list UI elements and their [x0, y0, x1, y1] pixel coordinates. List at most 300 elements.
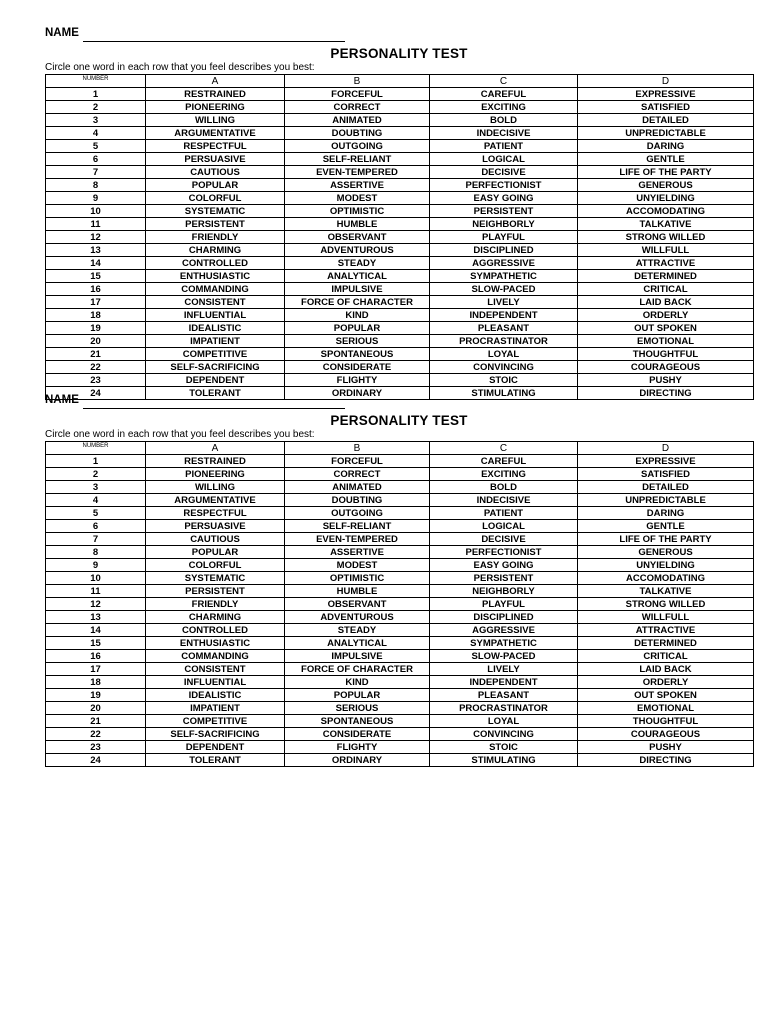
- word-b[interactable]: MODEST: [285, 192, 430, 205]
- row-number: 23: [46, 741, 146, 754]
- word-d[interactable]: LAID BACK: [578, 296, 754, 309]
- table-row: [46, 702, 754, 715]
- word-c[interactable]: LIVELY: [430, 296, 578, 309]
- word-a[interactable]: TOLERANT: [146, 387, 285, 400]
- word-d[interactable]: UNYIELDING: [578, 559, 754, 572]
- word-a[interactable]: RESTRAINED: [146, 88, 285, 101]
- word-c[interactable]: DECISIVE: [430, 166, 578, 179]
- word-c[interactable]: BOLD: [430, 481, 578, 494]
- word-b[interactable]: SELF-RELIANT: [285, 153, 430, 166]
- word-b[interactable]: ANALYTICAL: [285, 637, 430, 650]
- word-c[interactable]: PERSISTENT: [430, 205, 578, 218]
- name-blank[interactable]: [83, 32, 345, 42]
- personality-table: [45, 74, 754, 400]
- word-b[interactable]: CORRECT: [285, 468, 430, 481]
- row-number: 9: [46, 192, 146, 205]
- row-number: 5: [46, 507, 146, 520]
- word-c[interactable]: STIMULATING: [430, 387, 578, 400]
- word-c[interactable]: EASY GOING: [430, 192, 578, 205]
- word-a[interactable]: PERSISTENT: [146, 585, 285, 598]
- word-c[interactable]: STOIC: [430, 374, 578, 387]
- table-row: [46, 624, 754, 637]
- word-a[interactable]: IMPATIENT: [146, 702, 285, 715]
- word-d[interactable]: EMOTIONAL: [578, 335, 754, 348]
- word-a[interactable]: RESPECTFUL: [146, 507, 285, 520]
- word-a[interactable]: DEPENDENT: [146, 374, 285, 387]
- word-d[interactable]: DETERMINED: [578, 270, 754, 283]
- word-a[interactable]: SYSTEMATIC: [146, 572, 285, 585]
- row-number: 17: [46, 663, 146, 676]
- word-c[interactable]: PLEASANT: [430, 322, 578, 335]
- table-row: [46, 283, 754, 296]
- row-number: 8: [46, 179, 146, 192]
- word-c[interactable]: PERFECTIONIST: [430, 546, 578, 559]
- word-b[interactable]: DOUBTING: [285, 494, 430, 507]
- word-b[interactable]: OUTGOING: [285, 507, 430, 520]
- table-row: [46, 153, 754, 166]
- table-row: [46, 533, 754, 546]
- word-c[interactable]: LOYAL: [430, 348, 578, 361]
- row-number: 9: [46, 559, 146, 572]
- word-c[interactable]: INDEPENDENT: [430, 676, 578, 689]
- row-number: 12: [46, 598, 146, 611]
- word-d[interactable]: EMOTIONAL: [578, 702, 754, 715]
- word-b[interactable]: ASSERTIVE: [285, 546, 430, 559]
- name-line: [45, 391, 753, 409]
- word-d[interactable]: TALKATIVE: [578, 218, 754, 231]
- table-row: [46, 676, 754, 689]
- word-a[interactable]: ARGUMENTATIVE: [146, 494, 285, 507]
- word-b[interactable]: CORRECT: [285, 101, 430, 114]
- word-a[interactable]: WILLING: [146, 481, 285, 494]
- word-d[interactable]: COURAGEOUS: [578, 361, 754, 374]
- word-a[interactable]: PIONEERING: [146, 101, 285, 114]
- word-d[interactable]: WILLFULL: [578, 244, 754, 257]
- row-number: 24: [46, 387, 146, 400]
- word-d[interactable]: GENEROUS: [578, 179, 754, 192]
- word-d[interactable]: ATTRACTIVE: [578, 257, 754, 270]
- word-b[interactable]: ORDINARY: [285, 387, 430, 400]
- word-d[interactable]: OUT SPOKEN: [578, 689, 754, 702]
- word-c[interactable]: STIMULATING: [430, 754, 578, 767]
- word-c[interactable]: INDECISIVE: [430, 494, 578, 507]
- word-a[interactable]: CHARMING: [146, 611, 285, 624]
- table-row: [46, 754, 754, 767]
- word-c[interactable]: BOLD: [430, 114, 578, 127]
- row-number: 18: [46, 309, 146, 322]
- word-d[interactable]: WILLFULL: [578, 611, 754, 624]
- table-row: [46, 572, 754, 585]
- row-number: 3: [46, 481, 146, 494]
- table-row: [46, 218, 754, 231]
- table-row: [46, 348, 754, 361]
- word-a[interactable]: ARGUMENTATIVE: [146, 127, 285, 140]
- row-number: 4: [46, 127, 146, 140]
- row-number: 19: [46, 322, 146, 335]
- word-a[interactable]: RESTRAINED: [146, 455, 285, 468]
- table-row: [46, 611, 754, 624]
- word-c[interactable]: CAREFUL: [430, 455, 578, 468]
- word-b[interactable]: FLIGHTY: [285, 374, 430, 387]
- row-number: 19: [46, 689, 146, 702]
- word-a[interactable]: SELF-SACRIFICING: [146, 728, 285, 741]
- word-a[interactable]: COLORFUL: [146, 192, 285, 205]
- table-row: [46, 468, 754, 481]
- word-b[interactable]: FLIGHTY: [285, 741, 430, 754]
- word-c[interactable]: EXCITING: [430, 468, 578, 481]
- row-number: 17: [46, 296, 146, 309]
- column-header-b: B: [285, 75, 430, 88]
- row-number: 13: [46, 611, 146, 624]
- word-a[interactable]: CONTROLLED: [146, 257, 285, 270]
- word-d[interactable]: LIFE OF THE PARTY: [578, 166, 754, 179]
- word-d[interactable]: ACCOMODATING: [578, 572, 754, 585]
- word-c[interactable]: NEIGHBORLY: [430, 585, 578, 598]
- word-d[interactable]: ATTRACTIVE: [578, 624, 754, 637]
- word-d[interactable]: DARING: [578, 507, 754, 520]
- word-b[interactable]: ANALYTICAL: [285, 270, 430, 283]
- row-number: 11: [46, 218, 146, 231]
- table-row: [46, 650, 754, 663]
- table-body: [46, 455, 754, 767]
- column-header-b: B: [285, 442, 430, 455]
- word-c[interactable]: DECISIVE: [430, 533, 578, 546]
- column-header-d: D: [578, 442, 754, 455]
- word-b[interactable]: SELF-RELIANT: [285, 520, 430, 533]
- word-b[interactable]: CONSIDERATE: [285, 728, 430, 741]
- word-d[interactable]: UNYIELDING: [578, 192, 754, 205]
- column-header-c: C: [430, 75, 578, 88]
- instructions: Circle one word in each row that you feel describes you best:: [45, 62, 315, 73]
- page-title: PERSONALITY TEST: [330, 46, 468, 61]
- word-c[interactable]: PERSISTENT: [430, 572, 578, 585]
- table-row: [46, 205, 754, 218]
- word-a[interactable]: CONTROLLED: [146, 624, 285, 637]
- table-row: [46, 741, 754, 754]
- word-c[interactable]: SYMPATHETIC: [430, 637, 578, 650]
- word-d[interactable]: COURAGEOUS: [578, 728, 754, 741]
- word-a[interactable]: WILLING: [146, 114, 285, 127]
- word-c[interactable]: DISCIPLINED: [430, 244, 578, 257]
- test-form-1: [45, 24, 753, 400]
- word-a[interactable]: PERSUASIVE: [146, 153, 285, 166]
- table-row: [46, 455, 754, 468]
- word-d[interactable]: OUT SPOKEN: [578, 322, 754, 335]
- word-d[interactable]: CRITICAL: [578, 650, 754, 663]
- table-row: [46, 374, 754, 387]
- name-label: NAME: [45, 394, 79, 406]
- word-b[interactable]: FORCEFUL: [285, 88, 430, 101]
- row-number: 3: [46, 114, 146, 127]
- row-number: 15: [46, 270, 146, 283]
- row-number: 24: [46, 754, 146, 767]
- word-d[interactable]: STRONG WILLED: [578, 231, 754, 244]
- table-row: [46, 244, 754, 257]
- word-a[interactable]: SELF-SACRIFICING: [146, 361, 285, 374]
- table-row: [46, 166, 754, 179]
- row-number: 14: [46, 257, 146, 270]
- word-b[interactable]: ORDINARY: [285, 754, 430, 767]
- table-row: [46, 309, 754, 322]
- column-header-number: NUMBER: [46, 442, 146, 455]
- word-a[interactable]: CAUTIOUS: [146, 166, 285, 179]
- word-c[interactable]: LOGICAL: [430, 520, 578, 533]
- word-b[interactable]: POPULAR: [285, 322, 430, 335]
- word-b[interactable]: SERIOUS: [285, 335, 430, 348]
- word-c[interactable]: CONVINCING: [430, 728, 578, 741]
- table-row: [46, 114, 754, 127]
- row-number: 7: [46, 166, 146, 179]
- name-label: NAME: [45, 27, 79, 39]
- word-c[interactable]: EASY GOING: [430, 559, 578, 572]
- word-c[interactable]: LOYAL: [430, 715, 578, 728]
- table-body: [46, 88, 754, 400]
- row-number: 6: [46, 153, 146, 166]
- word-a[interactable]: CONSISTENT: [146, 296, 285, 309]
- word-b[interactable]: STEADY: [285, 624, 430, 637]
- word-a[interactable]: PIONEERING: [146, 468, 285, 481]
- word-c[interactable]: PERFECTIONIST: [430, 179, 578, 192]
- row-number: 21: [46, 715, 146, 728]
- word-b[interactable]: SPONTANEOUS: [285, 348, 430, 361]
- row-number: 4: [46, 494, 146, 507]
- word-c[interactable]: INDEPENDENT: [430, 309, 578, 322]
- word-d[interactable]: GENTLE: [578, 153, 754, 166]
- word-c[interactable]: PLAYFUL: [430, 598, 578, 611]
- word-d[interactable]: PUSHY: [578, 741, 754, 754]
- word-a[interactable]: PERSISTENT: [146, 218, 285, 231]
- word-b[interactable]: IMPULSIVE: [285, 650, 430, 663]
- word-a[interactable]: COMPETITIVE: [146, 348, 285, 361]
- word-d[interactable]: EXPRESSIVE: [578, 455, 754, 468]
- word-d[interactable]: ORDERLY: [578, 309, 754, 322]
- word-d[interactable]: DETERMINED: [578, 637, 754, 650]
- table-row: [46, 270, 754, 283]
- word-b[interactable]: KIND: [285, 676, 430, 689]
- word-c[interactable]: SYMPATHETIC: [430, 270, 578, 283]
- word-a[interactable]: CAUTIOUS: [146, 533, 285, 546]
- word-b[interactable]: FORCEFUL: [285, 455, 430, 468]
- word-c[interactable]: INDECISIVE: [430, 127, 578, 140]
- instructions: Circle one word in each row that you feel describes you best:: [45, 429, 315, 440]
- word-d[interactable]: TALKATIVE: [578, 585, 754, 598]
- word-d[interactable]: GENEROUS: [578, 546, 754, 559]
- table-row: [46, 361, 754, 374]
- word-d[interactable]: DIRECTING: [578, 387, 754, 400]
- row-number: 11: [46, 585, 146, 598]
- word-a[interactable]: INFLUENTIAL: [146, 309, 285, 322]
- row-number: 21: [46, 348, 146, 361]
- word-d[interactable]: UNPREDICTABLE: [578, 494, 754, 507]
- table-row: [46, 663, 754, 676]
- word-d[interactable]: UNPREDICTABLE: [578, 127, 754, 140]
- word-c[interactable]: NEIGHBORLY: [430, 218, 578, 231]
- word-b[interactable]: EVEN-TEMPERED: [285, 533, 430, 546]
- word-c[interactable]: SLOW-PACED: [430, 650, 578, 663]
- word-a[interactable]: DEPENDENT: [146, 741, 285, 754]
- word-a[interactable]: POPULAR: [146, 179, 285, 192]
- word-a[interactable]: INFLUENTIAL: [146, 676, 285, 689]
- word-a[interactable]: FRIENDLY: [146, 231, 285, 244]
- row-number: 1: [46, 88, 146, 101]
- word-d[interactable]: LIFE OF THE PARTY: [578, 533, 754, 546]
- word-a[interactable]: TOLERANT: [146, 754, 285, 767]
- word-a[interactable]: PERSUASIVE: [146, 520, 285, 533]
- word-d[interactable]: SATISFIED: [578, 101, 754, 114]
- table-row: [46, 494, 754, 507]
- word-d[interactable]: EXPRESSIVE: [578, 88, 754, 101]
- column-header-a: A: [146, 442, 285, 455]
- row-number: 10: [46, 572, 146, 585]
- word-c[interactable]: LIVELY: [430, 663, 578, 676]
- column-header-number: NUMBER: [46, 75, 146, 88]
- word-b[interactable]: CONSIDERATE: [285, 361, 430, 374]
- word-b[interactable]: STEADY: [285, 257, 430, 270]
- word-b[interactable]: ANIMATED: [285, 481, 430, 494]
- word-b[interactable]: OBSERVANT: [285, 598, 430, 611]
- row-number: 7: [46, 533, 146, 546]
- word-b[interactable]: SERIOUS: [285, 702, 430, 715]
- word-a[interactable]: CONSISTENT: [146, 663, 285, 676]
- word-a[interactable]: FRIENDLY: [146, 598, 285, 611]
- test-form-2: [45, 391, 753, 767]
- word-d[interactable]: LAID BACK: [578, 663, 754, 676]
- table-row: [46, 322, 754, 335]
- word-b[interactable]: OUTGOING: [285, 140, 430, 153]
- word-b[interactable]: OBSERVANT: [285, 231, 430, 244]
- word-b[interactable]: MODEST: [285, 559, 430, 572]
- word-a[interactable]: IMPATIENT: [146, 335, 285, 348]
- row-number: 20: [46, 702, 146, 715]
- word-b[interactable]: ANIMATED: [285, 114, 430, 127]
- word-a[interactable]: IDEALISTIC: [146, 689, 285, 702]
- word-c[interactable]: DISCIPLINED: [430, 611, 578, 624]
- word-d[interactable]: THOUGHTFUL: [578, 348, 754, 361]
- word-b[interactable]: DOUBTING: [285, 127, 430, 140]
- row-number: 2: [46, 468, 146, 481]
- row-number: 22: [46, 728, 146, 741]
- table-row: [46, 296, 754, 309]
- table-row: [46, 520, 754, 533]
- word-d[interactable]: ACCOMODATING: [578, 205, 754, 218]
- row-number: 14: [46, 624, 146, 637]
- word-c[interactable]: PATIENT: [430, 507, 578, 520]
- row-number: 15: [46, 637, 146, 650]
- word-b[interactable]: IMPULSIVE: [285, 283, 430, 296]
- word-b[interactable]: OPTIMISTIC: [285, 572, 430, 585]
- word-c[interactable]: LOGICAL: [430, 153, 578, 166]
- word-c[interactable]: PATIENT: [430, 140, 578, 153]
- word-d[interactable]: DETAILED: [578, 114, 754, 127]
- word-b[interactable]: OPTIMISTIC: [285, 205, 430, 218]
- word-a[interactable]: COLORFUL: [146, 559, 285, 572]
- row-number: 16: [46, 650, 146, 663]
- row-number: 5: [46, 140, 146, 153]
- personality-table: [45, 441, 754, 767]
- word-b[interactable]: FORCE OF CHARACTER: [285, 663, 430, 676]
- column-header-d: D: [578, 75, 754, 88]
- name-line: [45, 24, 753, 42]
- table-row: [46, 257, 754, 270]
- word-d[interactable]: THOUGHTFUL: [578, 715, 754, 728]
- word-c[interactable]: PLAYFUL: [430, 231, 578, 244]
- word-b[interactable]: HUMBLE: [285, 585, 430, 598]
- word-b[interactable]: ADVENTUROUS: [285, 244, 430, 257]
- table-row: [46, 689, 754, 702]
- word-b[interactable]: ADVENTUROUS: [285, 611, 430, 624]
- word-d[interactable]: PUSHY: [578, 374, 754, 387]
- table-row: [46, 481, 754, 494]
- word-b[interactable]: POPULAR: [285, 689, 430, 702]
- table-row: [46, 140, 754, 153]
- table-header-row: [46, 442, 754, 455]
- column-header-c: C: [430, 442, 578, 455]
- row-number: 8: [46, 546, 146, 559]
- word-c[interactable]: CONVINCING: [430, 361, 578, 374]
- word-d[interactable]: DARING: [578, 140, 754, 153]
- word-d[interactable]: ORDERLY: [578, 676, 754, 689]
- row-number: 16: [46, 283, 146, 296]
- word-b[interactable]: HUMBLE: [285, 218, 430, 231]
- word-c[interactable]: PROCRASTINATOR: [430, 702, 578, 715]
- word-c[interactable]: CAREFUL: [430, 88, 578, 101]
- row-number: 1: [46, 455, 146, 468]
- word-a[interactable]: POPULAR: [146, 546, 285, 559]
- word-a[interactable]: CHARMING: [146, 244, 285, 257]
- word-a[interactable]: ENTHUSIASTIC: [146, 637, 285, 650]
- word-a[interactable]: IDEALISTIC: [146, 322, 285, 335]
- row-number: 10: [46, 205, 146, 218]
- table-header-row: [46, 75, 754, 88]
- table-row: [46, 88, 754, 101]
- table-row: [46, 728, 754, 741]
- word-c[interactable]: AGGRESSIVE: [430, 624, 578, 637]
- word-d[interactable]: CRITICAL: [578, 283, 754, 296]
- word-c[interactable]: PROCRASTINATOR: [430, 335, 578, 348]
- word-c[interactable]: SLOW-PACED: [430, 283, 578, 296]
- word-a[interactable]: ENTHUSIASTIC: [146, 270, 285, 283]
- word-c[interactable]: AGGRESSIVE: [430, 257, 578, 270]
- word-d[interactable]: DETAILED: [578, 481, 754, 494]
- word-b[interactable]: FORCE OF CHARACTER: [285, 296, 430, 309]
- word-b[interactable]: SPONTANEOUS: [285, 715, 430, 728]
- table-row: [46, 127, 754, 140]
- word-d[interactable]: STRONG WILLED: [578, 598, 754, 611]
- word-c[interactable]: PLEASANT: [430, 689, 578, 702]
- table-row: [46, 637, 754, 650]
- word-c[interactable]: STOIC: [430, 741, 578, 754]
- word-a[interactable]: SYSTEMATIC: [146, 205, 285, 218]
- name-blank[interactable]: [83, 399, 345, 409]
- word-a[interactable]: RESPECTFUL: [146, 140, 285, 153]
- row-number: 6: [46, 520, 146, 533]
- word-d[interactable]: GENTLE: [578, 520, 754, 533]
- word-b[interactable]: KIND: [285, 309, 430, 322]
- word-a[interactable]: COMMANDING: [146, 650, 285, 663]
- word-d[interactable]: DIRECTING: [578, 754, 754, 767]
- word-d[interactable]: SATISFIED: [578, 468, 754, 481]
- word-a[interactable]: COMPETITIVE: [146, 715, 285, 728]
- row-number: 13: [46, 244, 146, 257]
- word-b[interactable]: ASSERTIVE: [285, 179, 430, 192]
- word-b[interactable]: EVEN-TEMPERED: [285, 166, 430, 179]
- table-row: [46, 585, 754, 598]
- column-header-a: A: [146, 75, 285, 88]
- row-number: 23: [46, 374, 146, 387]
- table-row: [46, 192, 754, 205]
- word-c[interactable]: EXCITING: [430, 101, 578, 114]
- word-a[interactable]: COMMANDING: [146, 283, 285, 296]
